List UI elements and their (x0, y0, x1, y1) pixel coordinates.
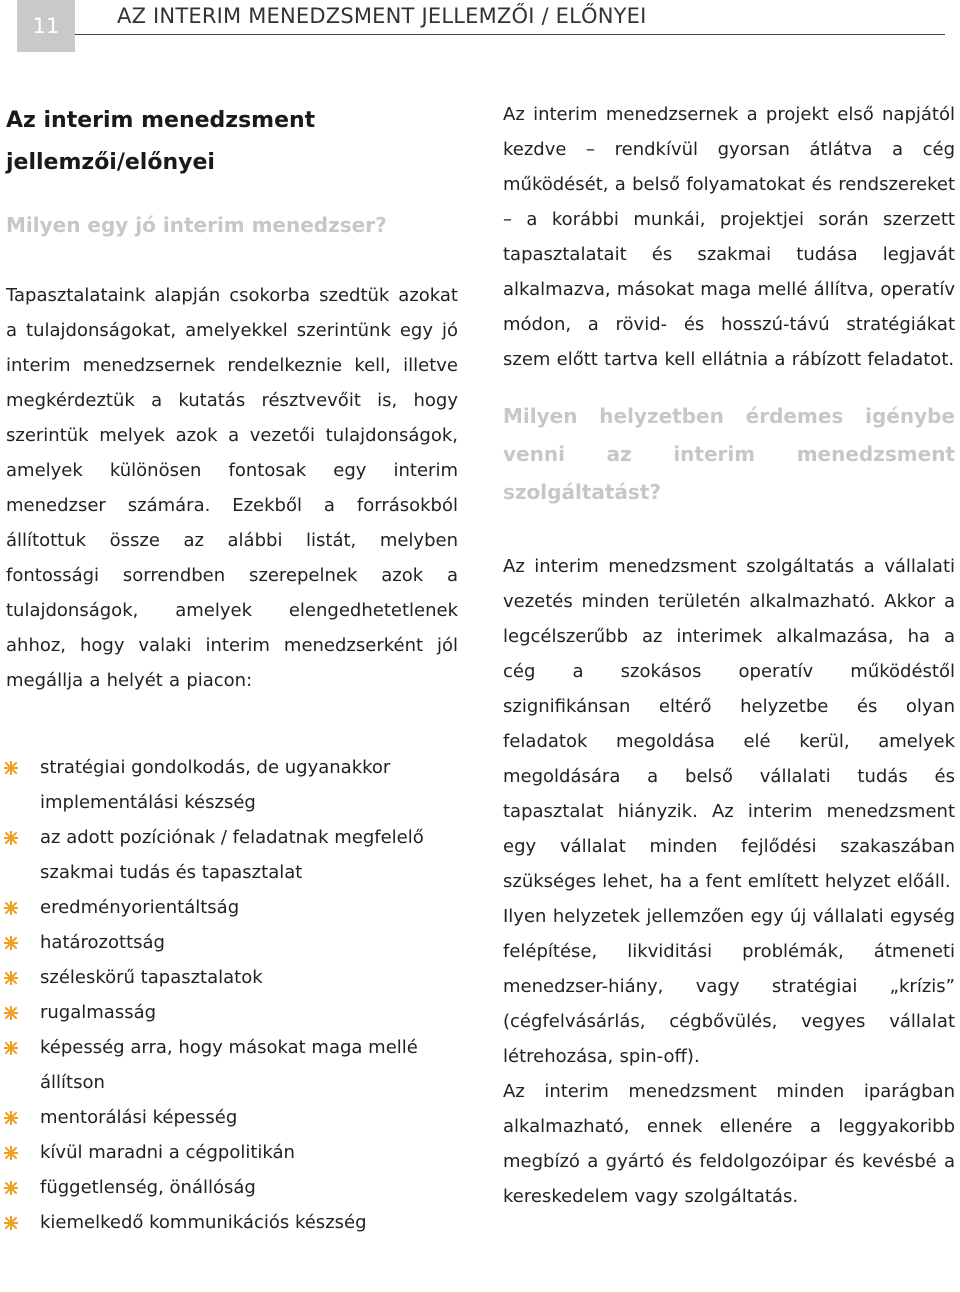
list-item-text: határozottság (40, 932, 165, 953)
list-item-text: kiemelkedő kommunikációs készség (40, 1212, 367, 1233)
list-item-text: képesség arra, hogy másokat maga mellé állítson (40, 1037, 418, 1093)
list-item-text: kívül maradni a cégpolitikán (40, 1142, 295, 1163)
asterisk-bullet-icon (4, 1006, 18, 1020)
asterisk-bullet-icon (4, 936, 18, 950)
usage-heading: Milyen helyzetben érdemes igénybe venni az interim menedzsment szolgáltatást? (503, 404, 955, 504)
asterisk-bullet-icon (4, 1146, 18, 1160)
asterisk-bullet-icon (4, 901, 18, 915)
list-item-text: az adott pozíciónak / feladatnak megfelelő szakmai tudás és tapasztalat (40, 827, 424, 883)
asterisk-bullet-icon (4, 1181, 18, 1195)
list-item (6, 1135, 458, 1170)
list-item-text: stratégiai gondolkodás, de ugyanakkor implementálási készség (40, 757, 391, 813)
section-title: Az interim menedzsment jellemzői/előnyei (6, 108, 316, 175)
page-number: 11 (17, 0, 75, 52)
qualities-list (6, 750, 458, 1240)
list-item-text: rugalmasság (40, 1002, 157, 1023)
list-item-text: függetlenség, önállóság (40, 1177, 256, 1198)
asterisk-bullet-icon (4, 1041, 18, 1055)
header-divider (75, 34, 945, 35)
list-item (6, 750, 458, 820)
asterisk-bullet-icon (4, 1216, 18, 1230)
question-heading: Milyen egy jó interim menedzser? (6, 213, 387, 237)
usage-paragraph: Az interim menedzsment szolgáltatás a vállalati vezetés minden területén alkalmazható. Akkor a legcélszerűbb az interimek alkalmazása, ha a cég a szokásos operatív működéstől szignifikánsan eltérő helyzetbe és olyan feladatok megoldása elé kerül, amelyek megoldására a belső vállalati tudás és tapasztalat hiányzik. Az interim menedzsment egy vállalat minden fejlődési szakaszában szükséges lehet, ha a fent említett helyzet előáll. (503, 556, 955, 892)
right-column (503, 97, 955, 1214)
role-paragraph: Az interim menedzsernek a projekt első napjától kezdve – rendkívül gyorsan átlátva a cég működését, a belső folyamatokat és rendszereket – a korábbi munkái, projektjei során szerzett tapasztalatait és szakmai tudása legjavát alkalmazva, másokat maga mellé állítva, operatív módon, a rövid- és hosszú-távú stratégiákat szem előtt tartva kell ellátnia a rábízott feladatot. (503, 104, 955, 370)
list-item-text: mentorálási képesség (40, 1107, 238, 1128)
asterisk-bullet-icon (4, 831, 18, 845)
left-column (6, 100, 458, 1240)
asterisk-bullet-icon (4, 1111, 18, 1125)
list-item (6, 1100, 458, 1135)
list-item (6, 995, 458, 1030)
intro-paragraph: Tapasztalataink alapján csokorba szedtük azokat a tulajdonságokat, amelyekkel szerintünk egy jó interim menedzsernek rendelkeznie kell, illetve megkérdeztük a kutatás résztvevőit is, hogy szerintük melyek azok a vezetői tulajdonságok, amelyek különösen fontosak egy interim menedzser számára. Ezekből a forrásokból állítottuk össze az alábbi listát, melyben fontossági sorrendben szerepelnek azok a tulajdonságok, amelyek elengedhetetlenek ahhoz, hogy valaki interim menedzserként jól megállja a helyét a piacon: (6, 285, 458, 691)
list-item-text: széleskörű tapasztalatok (40, 967, 263, 988)
situations-paragraph: Ilyen helyzetek jellemzően egy új vállalati egység felépítése, likviditási problémák, átmeneti menedzser-hiány, vagy stratégiai „krízis” (cégfelvásárlás, cégbővülés, vegyes vállalat létrehozása, spin-off). (503, 906, 955, 1067)
list-item (6, 960, 458, 995)
list-item (6, 1030, 458, 1100)
list-item (6, 1170, 458, 1205)
list-item (6, 1205, 458, 1240)
header-title: AZ INTERIM MENEDZSMENT JELLEMZŐI / ELŐNYEI (117, 4, 647, 28)
list-item-text: eredményorientáltság (40, 897, 240, 918)
list-item (6, 820, 458, 890)
asterisk-bullet-icon (4, 761, 18, 775)
list-item (6, 890, 458, 925)
industries-paragraph: Az interim menedzsment minden iparágban alkalmazható, ennek ellenére a leggyakoribb megbízó a gyártó és feldolgozóipar és kevésbé a kereskedelem vagy szolgáltatás. (503, 1081, 955, 1207)
list-item (6, 925, 458, 960)
asterisk-bullet-icon (4, 971, 18, 985)
page-header (0, 0, 960, 56)
